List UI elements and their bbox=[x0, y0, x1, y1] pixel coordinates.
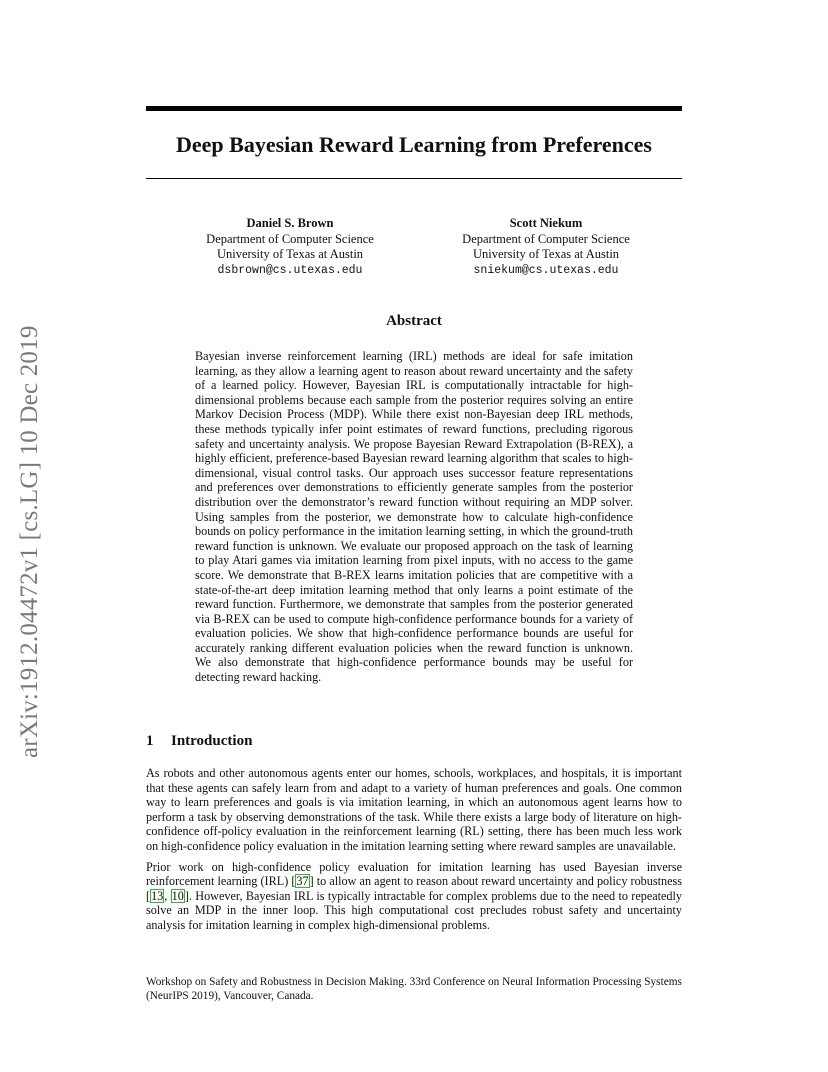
text-run: Prior work on high-confidence policy evaluation for imitation learning has used Bayesian inverse reinforcement learning (IRL) bbox=[146, 859, 682, 889]
citation-link-13[interactable]: 13 bbox=[151, 888, 164, 903]
title-top-rule bbox=[146, 106, 682, 111]
section-heading-introduction bbox=[146, 733, 252, 750]
arxiv-identifier: arXiv:1912.04472v1 [cs.LG] 10 Dec 2019 bbox=[16, 325, 43, 758]
abstract-heading: Abstract bbox=[386, 313, 442, 329]
text-run: ]. However, Bayesian IRL is typically intractable for complex problems due to the need to repeatedly solve an MDP in the inner loop. This high computational cost precludes robust safety and uncertainty analysis for imitation learning in complex high-dimensional problems. bbox=[146, 888, 683, 932]
author-1 bbox=[160, 216, 420, 278]
section-number: 1 bbox=[146, 733, 154, 749]
intro-paragraph-2: Prior work on high-confidence policy evaluation for imitation learning has used Bayesian inverse reinforcement learning (IRL) [37] to allow an agent to reason about reward uncertainty and policy robustness [13, 10]. However, Bayesian IRL is typically intractable for complex problems due to the need to repeatedly solve an MDP in the inner loop. This high computational cost precludes robust safety and uncertainty analysis for imitation learning in complex high-dimensional problems. bbox=[146, 859, 683, 932]
author-name: Daniel S. Brown bbox=[246, 216, 334, 230]
text-run: to allow an agent to reason about reward uncertainty and policy robustness [ bbox=[146, 874, 682, 903]
citation-link-37[interactable]: 37 bbox=[296, 874, 309, 889]
author-name: Scott Niekum bbox=[509, 216, 583, 230]
author-university: University of Texas at Austin bbox=[472, 247, 620, 261]
citation-link-10[interactable]: 10 bbox=[171, 888, 184, 903]
title-bottom-rule bbox=[146, 178, 682, 179]
venue-footnote: Workshop on Safety and Robustness in Decision Making. 33rd Conference on Neural Information Processing Systems (NeurIPS 2019), Vancouver, Canada. bbox=[146, 976, 682, 1003]
text-run: , bbox=[164, 888, 171, 903]
author-2 bbox=[416, 216, 676, 278]
author-email: dsbrown@cs.utexas.edu bbox=[217, 263, 363, 277]
author-department: Department of Computer Science bbox=[462, 231, 630, 246]
author-email: sniekum@cs.utexas.edu bbox=[473, 263, 619, 277]
paper-title: Deep Bayesian Reward Learning from Preferences bbox=[176, 132, 652, 157]
author-department: Department of Computer Science bbox=[206, 231, 374, 246]
intro-paragraph-1: As robots and other autonomous agents enter our homes, schools, workplaces, and hospitals, it is important that these agents can safely learn from and adapt to a variety of human preferences and goals. One common way to learn preferences and goals is via imitation learning, in which an autonomous agent learns how to perform a task by observing demonstrations of the task. While there exists a large body of literature on high-confidence off-policy evaluation in the reinforcement learning (RL) setting, there has been much less work on high-confidence policy evaluation in the imitation learning setting where reward samples are unavailable. bbox=[146, 766, 682, 853]
introduction-body bbox=[146, 766, 682, 939]
abstract-text: Bayesian inverse reinforcement learning (IRL) methods are ideal for safe imitation learning, as they allow a learning agent to reason about reward uncertainty and the safety of a learned policy. However, Bayesian IRL is computationally intractable for high-dimensional problems because each sample from the posterior requires solving an entire Markov Decision Process (MDP). While there exist non-Bayesian deep IRL methods, these methods typically infer point estimates of reward functions, precluding rigorous safety and uncertainty analysis. We propose Bayesian Reward Extrapolation (B-REX), a highly efficient, preference-based Bayesian reward learning algorithm that scales to high-dimensional, visual control tasks. Our approach uses successor feature representations and preferences over demonstrations to efficiently generate samples from the posterior distribution over the demonstrator’s reward function without requiring an MDP solver. Using samples from the posterior, we demonstrate how to calculate high-confidence bounds on policy performance in the imitation learning setting, in which the ground-truth reward function is unknown. We evaluate our proposed approach on the task of learning to play Atari games via imitation learning from pixel inputs, with no access to the game score. We demonstrate that B-REX learns imitation policies that are competitive with a state-of-the-art deep imitation learning method that only learns a point estimate of the reward function. Furthermore, we demonstrate that samples from the posterior generated via B-REX can be used to compute high-confidence performance bounds for a variety of evaluation policies. We show that high-confidence performance bounds are useful for accurately ranking different evaluation policies when the reward function is unknown. We also demonstrate that high-confidence performance bounds may be useful for detecting reward hacking. bbox=[195, 349, 633, 685]
author-university: University of Texas at Austin bbox=[216, 247, 364, 261]
section-title: Introduction bbox=[171, 733, 253, 749]
